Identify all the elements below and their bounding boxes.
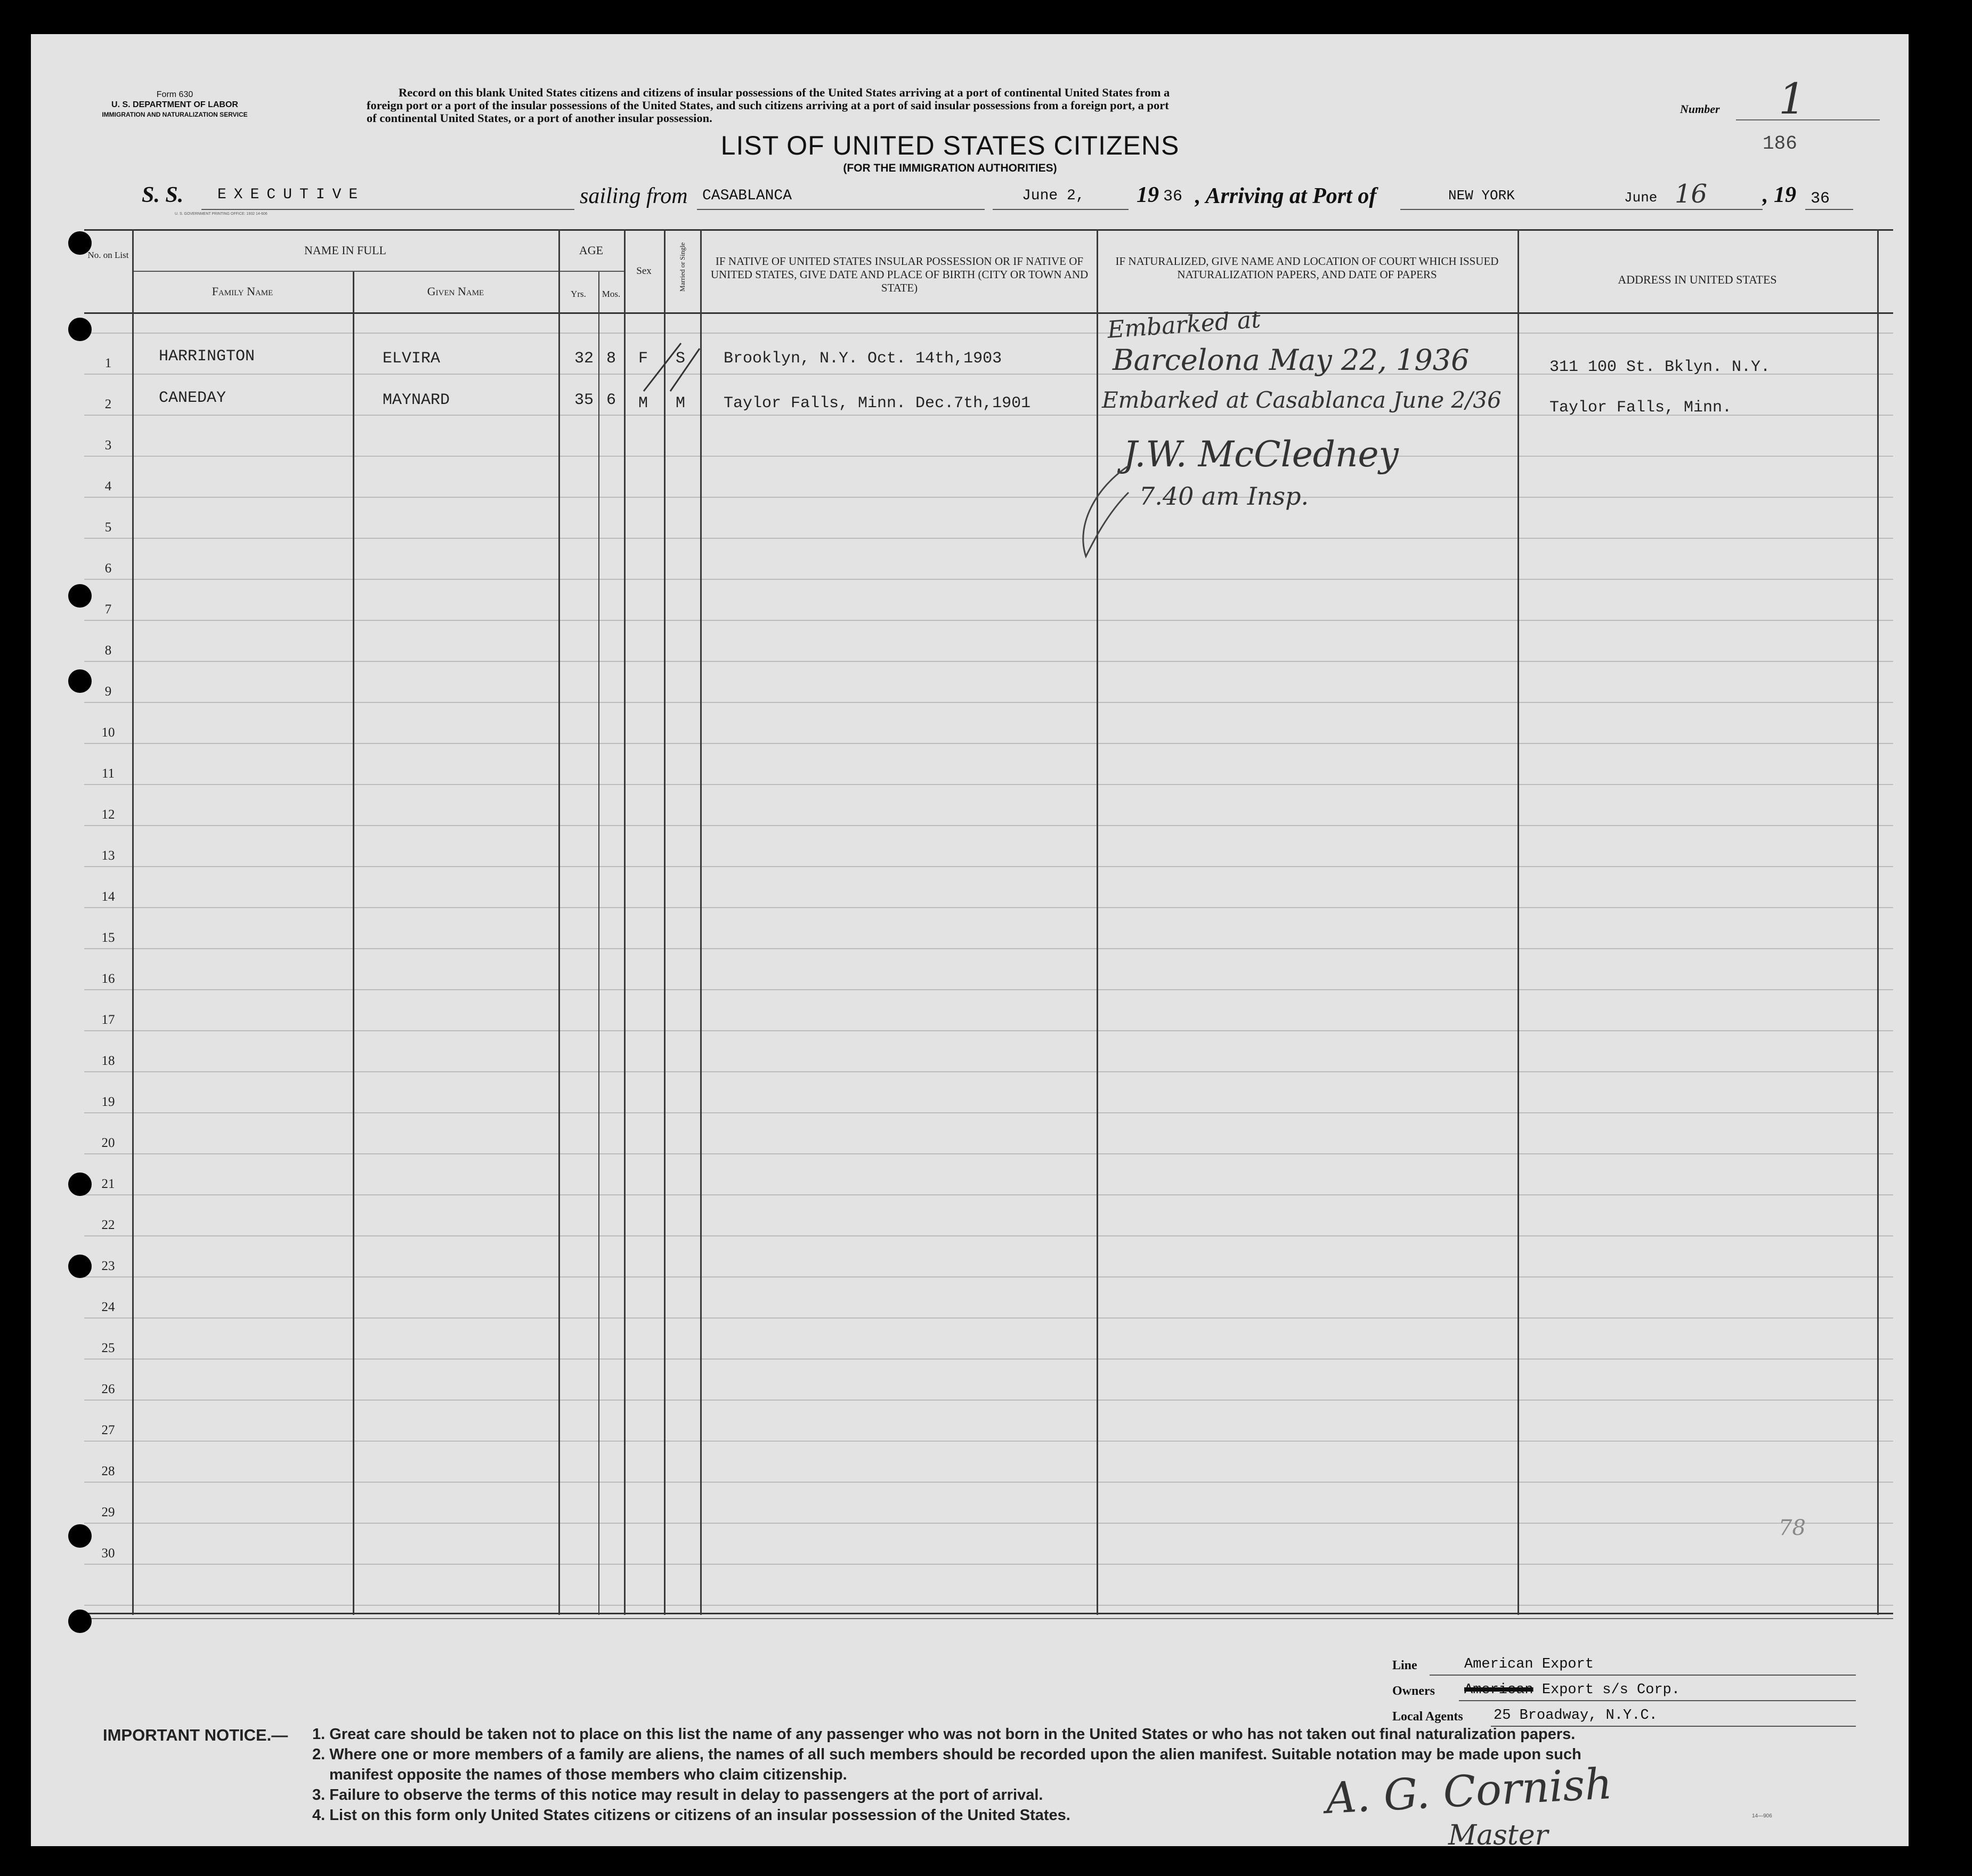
annotation-inspector: J.W. McCledney <box>1123 434 1399 475</box>
age-header-rule <box>558 271 624 272</box>
arrival-year: 36 <box>1811 190 1830 208</box>
row-1-married: S <box>676 350 686 368</box>
row-rule <box>84 989 1893 990</box>
row-number: 1 <box>104 356 112 370</box>
annotation-time: 7.40 am Insp. <box>1139 482 1309 511</box>
row-rule <box>84 1317 1893 1319</box>
col-header-family-name: Family Name <box>212 285 273 298</box>
punch-hole <box>68 1524 92 1548</box>
arrival-day: 16 <box>1675 179 1708 209</box>
row-rule <box>84 538 1893 539</box>
form-header <box>79 90 271 120</box>
service-name: IMMIGRATION AND NATURALIZATION SERVICE <box>102 111 248 118</box>
row-rule <box>84 1523 1893 1524</box>
col-divider-age <box>624 229 626 1615</box>
col-header-married: Married or Single <box>678 242 686 292</box>
col-header-no: No. on List <box>87 250 129 260</box>
row-number: 11 <box>101 766 115 781</box>
instruction-line-2: foreign port or a port of the insular possessions of the United States, and such citizens arriving at a port of said insular possessions from a foreign port, a port <box>367 99 1169 112</box>
row-1-address: 311 100 St. Bklyn. N.Y. <box>1549 358 1771 376</box>
arrival-port-underline <box>1400 209 1763 210</box>
row-rule <box>84 907 1893 908</box>
row-number: 13 <box>101 848 115 863</box>
row-2-family-name: CANEDAY <box>159 389 226 407</box>
arrival-port: NEW YORK <box>1448 188 1515 204</box>
row-number: 24 <box>101 1300 115 1314</box>
col-divider-name <box>558 229 560 1615</box>
row-number: 5 <box>104 520 112 535</box>
col-header-yrs: Yrs. <box>571 289 586 299</box>
row-rule <box>84 1564 1893 1565</box>
notice-2-cont: manifest opposite the names of those members who claim citizenship. <box>329 1766 847 1783</box>
col-header-mos: Mos. <box>602 289 621 299</box>
row-number: 26 <box>101 1382 115 1396</box>
annotation-casablanca: Embarked at Casablanca June 2/36 <box>1102 387 1502 413</box>
row-rule <box>84 1071 1893 1072</box>
notice-2: 2. Where one or more members of a family are aliens, the names of all such members should be recorded upon the alien manifest. Suitable notation may be made upon such <box>312 1746 1581 1763</box>
row-rule <box>84 1112 1893 1113</box>
row-1-given-name: ELVIRA <box>383 350 441 368</box>
row-rule <box>84 784 1893 785</box>
ss-label: S. S. <box>142 183 184 207</box>
port-underline <box>697 209 985 210</box>
row-number: 29 <box>101 1505 115 1519</box>
row-rule <box>84 333 1893 334</box>
department-name: U. S. DEPARTMENT OF LABOR <box>111 100 238 109</box>
annotation-barcelona: Barcelona May 22, 1936 <box>1113 343 1470 377</box>
arrival-year-prefix-text: 19 <box>1774 183 1796 207</box>
row-rule <box>84 579 1893 580</box>
page-subtitle: (FOR THE IMMIGRATION AUTHORITIES) <box>843 162 1057 174</box>
row-number: 7 <box>104 602 112 617</box>
punch-hole <box>68 1610 92 1633</box>
page-count: 78 <box>1779 1516 1806 1540</box>
row-1-sex: F <box>638 350 648 368</box>
owners-value <box>1464 1682 1680 1698</box>
row-rule <box>84 866 1893 867</box>
notice-1: 1. Great care should be taken not to place on this list the name of any passenger who was not born in the United States or who has not taken out final naturalization papers. <box>312 1726 1576 1743</box>
row-1-mos: 8 <box>606 350 616 368</box>
number-underline <box>1736 119 1880 120</box>
form-code: 14—906 <box>1752 1813 1772 1819</box>
manifest-sheet <box>31 34 1909 1846</box>
row-number: 8 <box>104 643 112 658</box>
row-rule <box>84 1359 1893 1360</box>
table-bottom-border-2 <box>84 1618 1893 1619</box>
agents-value: 25 Broadway, N.Y.C. <box>1494 1708 1658 1724</box>
punch-hole <box>68 584 92 608</box>
row-rule <box>84 1153 1893 1154</box>
inspector-flourish <box>1065 460 1150 567</box>
table-top-border <box>84 229 1893 231</box>
ship-name: EXECUTIVE <box>217 187 366 203</box>
row-2-married: M <box>676 394 686 413</box>
agents-label: Local Agents <box>1392 1710 1463 1724</box>
row-rule <box>84 661 1893 662</box>
row-number: 19 <box>101 1095 115 1109</box>
owners-underline <box>1459 1700 1856 1701</box>
master-title: Master <box>1448 1820 1548 1846</box>
col-header-age: AGE <box>579 244 604 257</box>
col-header-address: ADDRESS IN UNITED STATES <box>1618 273 1777 286</box>
row-number: 4 <box>104 479 112 494</box>
table-bottom-border <box>84 1613 1893 1614</box>
col-divider-address <box>1877 229 1879 1615</box>
row-rule <box>84 497 1893 498</box>
row-number: 27 <box>101 1423 115 1437</box>
row-rule <box>84 456 1893 457</box>
row-number: 25 <box>101 1341 115 1355</box>
row-number: 3 <box>104 438 112 452</box>
col-divider-married <box>700 229 702 1615</box>
row-number: 6 <box>104 561 112 576</box>
sailing-label: sailing from <box>580 184 688 208</box>
punch-hole <box>68 669 92 693</box>
owners-name: Export s/s Corp. <box>1541 1682 1681 1698</box>
col-header-naturalized: IF NATURALIZED, GIVE NAME AND LOCATION OF COURT WHICH ISSUED NATURALIZATION PAPERS, AND DATE OF PAPERS <box>1115 255 1499 281</box>
row-number: 20 <box>101 1136 115 1150</box>
col-divider-yrs <box>598 272 599 1615</box>
master-signature: A. G. Cornish <box>1324 1758 1613 1824</box>
col-header-birth: IF NATIVE OF UNITED STATES INSULAR POSSESSION OR IF NATIVE OF UNITED STATES, GIVE DATE AND PLACE OF BIRTH (CITY OR TOWN AND STATE) <box>710 255 1089 294</box>
row-rule <box>84 1482 1893 1483</box>
notice-4: 4. List on this form only United States citizens or citizens of an insular possession of the United States. <box>312 1807 1070 1824</box>
row-number: 28 <box>101 1464 115 1478</box>
page-title: LIST OF UNITED STATES CITIZENS <box>720 131 1180 160</box>
row-rule <box>84 1194 1893 1195</box>
arriving-label: , Arriving at Port of <box>1195 184 1377 208</box>
annotation-embarked: Embarked at <box>1106 306 1262 344</box>
col-divider-no <box>132 229 134 1615</box>
number-label: Number <box>1680 102 1720 116</box>
row-rule <box>84 620 1893 621</box>
arrival-year-underline <box>1805 209 1853 210</box>
row-2-sex: M <box>638 394 648 413</box>
col-header-sex: Sex <box>636 265 652 277</box>
notice-title: IMPORTANT NOTICE.— <box>103 1726 288 1744</box>
check-marks <box>638 338 702 407</box>
row-2-address: Taylor Falls, Minn. <box>1549 399 1732 417</box>
col-divider-naturalized <box>1517 229 1519 1615</box>
row-1-family-name: HARRINGTON <box>159 347 255 366</box>
row-number: 18 <box>101 1054 115 1068</box>
row-2-given-name: MAYNARD <box>383 391 450 409</box>
row-number: 10 <box>101 725 115 740</box>
instruction-line-1: Record on this blank United States citizens and citizens of insular possessions of the United States arriving at a port of continental United States from a <box>399 86 1170 99</box>
row-1-birth: Brooklyn, N.Y. Oct. 14th,1903 <box>724 350 1002 368</box>
punch-hole <box>68 1255 92 1278</box>
row-number: 15 <box>101 931 115 945</box>
form-number: Form 630 <box>156 90 193 99</box>
row-number: 14 <box>101 890 115 904</box>
row-rule <box>84 1400 1893 1401</box>
arrival-year-prefix: , 19 <box>1763 183 1796 207</box>
row-number: 2 <box>104 397 112 411</box>
sailing-date: June 2, <box>1022 188 1085 204</box>
number-value: 1 <box>1779 74 1806 124</box>
printing-office: U. S. GOVERNMENT PRINTING OFFICE: 1932 14-606 <box>175 212 267 216</box>
date-underline <box>993 209 1129 210</box>
row-number: 23 <box>101 1259 115 1273</box>
col-divider-birth <box>1097 229 1098 1615</box>
instruction-line-3: of continental United States, or a port of another insular possession. <box>367 111 712 125</box>
row-rule <box>84 1441 1893 1442</box>
row-number: 22 <box>101 1218 115 1232</box>
punch-hole <box>68 1172 92 1196</box>
row-rule <box>84 1030 1893 1031</box>
col-divider-family <box>353 272 354 1615</box>
row-rule <box>84 702 1893 703</box>
row-2-birth: Taylor Falls, Minn. Dec.7th,1901 <box>724 394 1031 413</box>
ship-underline <box>201 209 574 210</box>
punch-hole <box>68 231 92 255</box>
row-rule <box>84 948 1893 949</box>
row-number: 17 <box>101 1013 115 1027</box>
row-number: 30 <box>101 1546 115 1560</box>
row-number: 9 <box>104 684 112 699</box>
row-1-yrs: 32 <box>574 350 594 368</box>
owners-label: Owners <box>1392 1684 1435 1698</box>
header-bottom-border <box>84 312 1893 314</box>
row-number: 16 <box>101 972 115 986</box>
line-underline <box>1430 1675 1856 1676</box>
col-divider-sex <box>664 229 666 1615</box>
row-number: 21 <box>101 1177 115 1191</box>
row-rule <box>84 1235 1893 1236</box>
sailing-port: CASABLANCA <box>702 188 792 204</box>
row-rule <box>84 825 1893 826</box>
name-header-rule <box>132 271 590 272</box>
owners-struck: American <box>1464 1682 1533 1698</box>
punch-hole <box>68 318 92 341</box>
row-rule <box>84 1276 1893 1277</box>
row-number: 12 <box>101 807 115 822</box>
row-2-mos: 6 <box>606 391 616 409</box>
arrival-month: June <box>1624 190 1658 206</box>
row-rule <box>84 1605 1893 1606</box>
stamp-number: 186 <box>1763 133 1797 155</box>
col-header-name-in-full: NAME IN FULL <box>304 244 386 257</box>
instructions <box>367 86 1624 125</box>
row-2-yrs: 35 <box>574 391 594 409</box>
col-header-given-name: Given Name <box>427 285 484 298</box>
row-rule <box>84 743 1893 744</box>
line-value: American Export <box>1464 1656 1594 1672</box>
notice-3: 3. Failure to observe the terms of this notice may result in delay to passengers at the port of arrival. <box>312 1786 1043 1804</box>
sailing-year: 36 <box>1163 188 1183 206</box>
year-prefix: 19 <box>1137 183 1159 207</box>
line-label: Line <box>1392 1659 1417 1672</box>
